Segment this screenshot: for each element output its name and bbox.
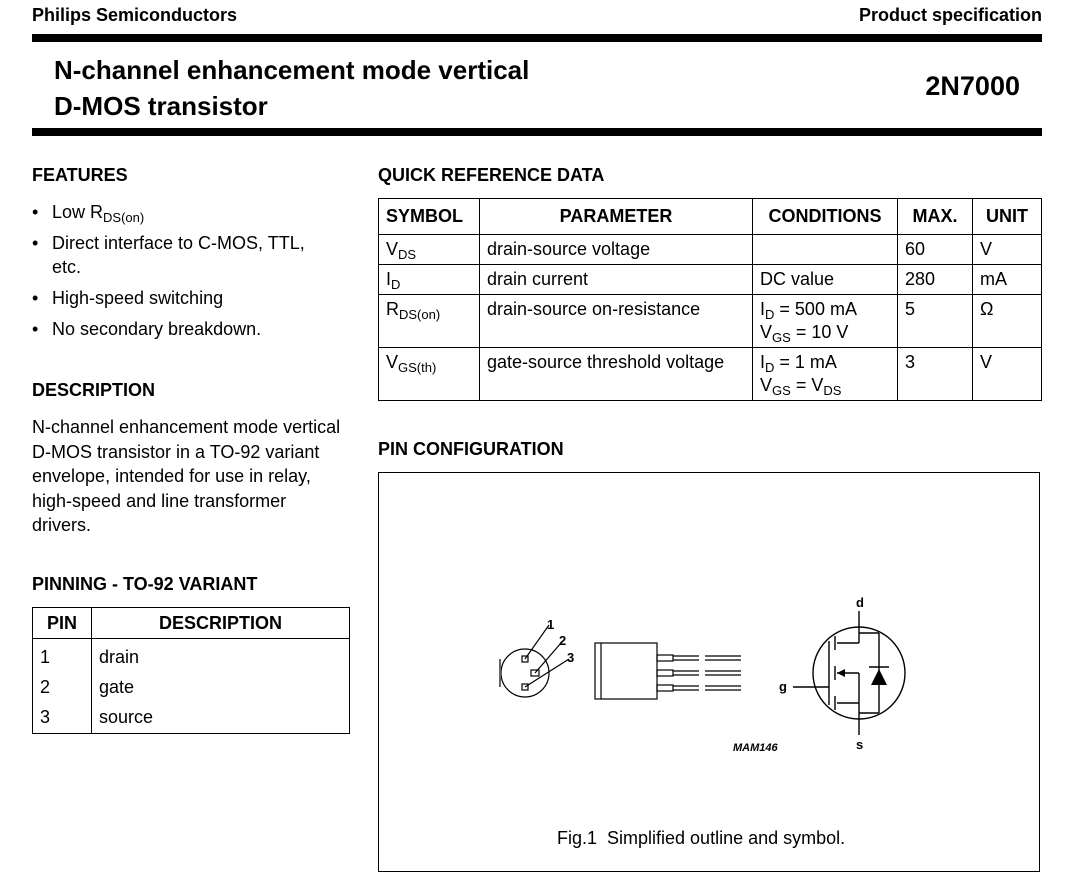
table-row xyxy=(33,672,350,702)
pin-number: 1 xyxy=(33,639,92,673)
symbol-cell: $I_D$ xyxy=(379,265,480,295)
pinning-table xyxy=(32,607,350,734)
figure-caption: Fig.1 Simplified outline and symbol. xyxy=(557,828,846,848)
max-cell: 60 xyxy=(898,235,973,265)
title-line-2: D-MOS transistor xyxy=(54,91,268,121)
max-cell: 3 xyxy=(898,348,973,401)
symbol-cell: $V_{GS(th)}$ xyxy=(379,348,480,401)
mosfet-symbol xyxy=(793,611,905,735)
body-diode-triangle xyxy=(871,669,887,685)
table-row xyxy=(379,295,1042,348)
max-cell: 280 xyxy=(898,265,973,295)
description-column-header: DESCRIPTION xyxy=(92,608,350,639)
pin-label-1: 1 xyxy=(547,617,555,632)
pin-label-3: 3 xyxy=(567,650,575,665)
part-number: 2N7000 xyxy=(925,71,1020,101)
pin-number: 2 xyxy=(33,672,92,702)
table-row xyxy=(379,348,1042,401)
conditions-cell: $I_D = 500$ mA $V_{GS} = 10$ V xyxy=(753,295,898,348)
conditions-cell: $I_D = 1$ mA $V_{GS} = V_{DS}$ xyxy=(753,348,898,401)
table-row xyxy=(33,702,350,734)
unit-cell: mA xyxy=(973,265,1042,295)
pin-column-header: PIN xyxy=(33,608,92,639)
table-row xyxy=(379,265,1042,295)
pin-number: 3 xyxy=(33,702,92,734)
quick-reference-heading: QUICK REFERENCE DATA xyxy=(378,165,605,185)
feature-item: • High-speed switching xyxy=(32,286,352,310)
parameter-cell: drain-source voltage xyxy=(480,235,753,265)
parameter-cell: gate-source threshold voltage xyxy=(480,348,753,401)
max-column-header: MAX. xyxy=(898,199,973,235)
unit-cell: V xyxy=(973,348,1042,401)
pin-configuration-heading: PIN CONFIGURATION xyxy=(378,439,564,459)
pin-description: drain xyxy=(92,639,350,673)
drawing-code: MAM146 xyxy=(733,742,778,754)
title-line-1: N-channel enhancement mode vertical xyxy=(54,55,530,85)
parameter-cell: drain current xyxy=(480,265,753,295)
symbol-cell: $R_{DS(on)}$ xyxy=(379,295,480,348)
parameter-column-header: PARAMETER xyxy=(480,199,753,235)
quick-reference-table xyxy=(378,198,1042,401)
unit-cell: V xyxy=(973,235,1042,265)
pin-description: gate xyxy=(92,672,350,702)
description-text: N-channel enhancement mode vertical D-MOS transistor in a TO-92 variant envelope, intended for use in relay, high-speed and line transformer drivers. xyxy=(32,417,341,535)
conditions-column-header: CONDITIONS xyxy=(753,199,898,235)
table-row xyxy=(379,235,1042,265)
conditions-cell: DC value xyxy=(753,265,898,295)
header-rule-bottom xyxy=(32,128,1042,136)
features-list xyxy=(32,200,352,348)
feature-item: • Low $R_{DS(on)}$ xyxy=(32,200,352,224)
outline-and-symbol-drawing xyxy=(379,473,1039,871)
unit-cell: Ω xyxy=(973,295,1042,348)
feature-item: • Direct interface to C-MOS, TTL, etc. xyxy=(32,231,332,279)
company-name: Philips Semiconductors xyxy=(32,5,238,25)
table-row xyxy=(33,639,350,673)
source-label: s xyxy=(856,737,864,752)
conditions-cell xyxy=(753,235,898,265)
channel-arrow xyxy=(837,669,845,677)
max-cell: 5 xyxy=(898,295,973,348)
parameter-cell: drain-source on-resistance xyxy=(480,295,753,348)
drain-label: d xyxy=(856,595,864,610)
features-heading: FEATURES xyxy=(32,165,128,185)
unit-column-header: UNIT xyxy=(973,199,1042,235)
pinning-heading: PINNING - TO-92 VARIANT xyxy=(32,574,258,594)
symbol-column-header: SYMBOL xyxy=(379,199,480,235)
pin-configuration-figure xyxy=(378,472,1040,872)
gate-label: g xyxy=(779,679,787,694)
to92-side-view xyxy=(595,643,741,699)
description-heading: DESCRIPTION xyxy=(32,380,156,400)
symbol-cell: $V_{DS}$ xyxy=(379,235,480,265)
document-type: Product specification xyxy=(858,5,1042,25)
pin-description: source xyxy=(92,702,350,734)
feature-item: • No secondary breakdown. xyxy=(32,317,352,341)
pin-label-2: 2 xyxy=(559,633,567,648)
header-rule-top xyxy=(32,34,1042,42)
